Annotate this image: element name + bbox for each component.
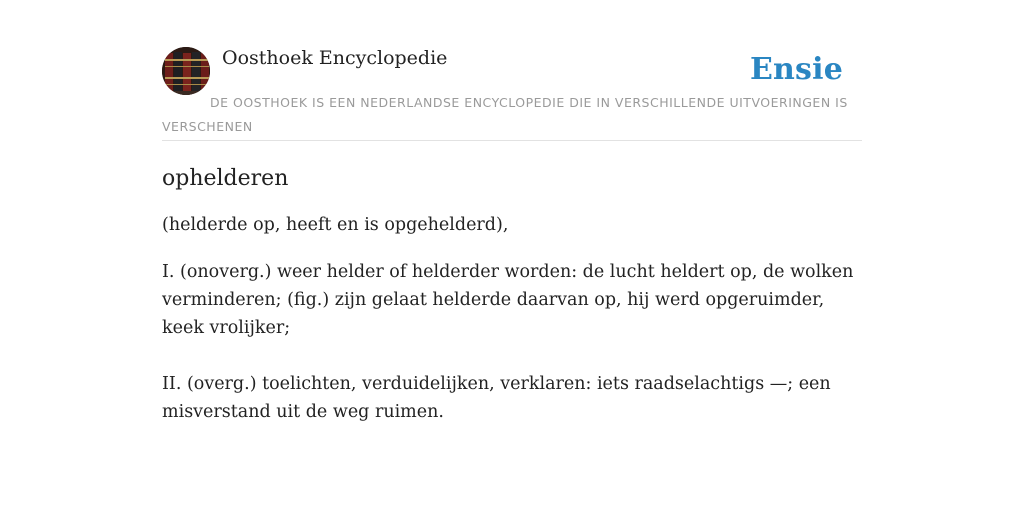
sense-2: II. (overg.) toelichten, verduidelijken, verklaren: iets raadselachtigs —; een misverstand uit de weg ruimen.	[162, 374, 831, 422]
source-description: DE OOSTHOEK IS EEN NEDERLANDSE ENCYCLOPEDIE DIE IN VERSCHILLENDE UITVOERINGEN IS VERSCHENEN	[162, 95, 848, 134]
article	[162, 160, 862, 426]
source-title[interactable]: Oosthoek Encyclopedie	[222, 47, 448, 69]
source-avatar[interactable]	[162, 47, 210, 95]
grammar-info: (helderde op, heeft en is opgehelderd),	[162, 215, 509, 235]
sense-1: I. (onoverg.) weer helder of helderder worden: de lucht heldert op, de wolken verminderen; (fig.) zijn gelaat helderde daarvan op, hij werd opgeruimder, keek vrolijker;	[162, 262, 854, 338]
book-spines-icon	[162, 47, 210, 95]
ensie-brand-link[interactable]: Ensie	[749, 52, 843, 87]
source-header	[162, 46, 862, 141]
headword: ophelderen	[162, 166, 289, 191]
